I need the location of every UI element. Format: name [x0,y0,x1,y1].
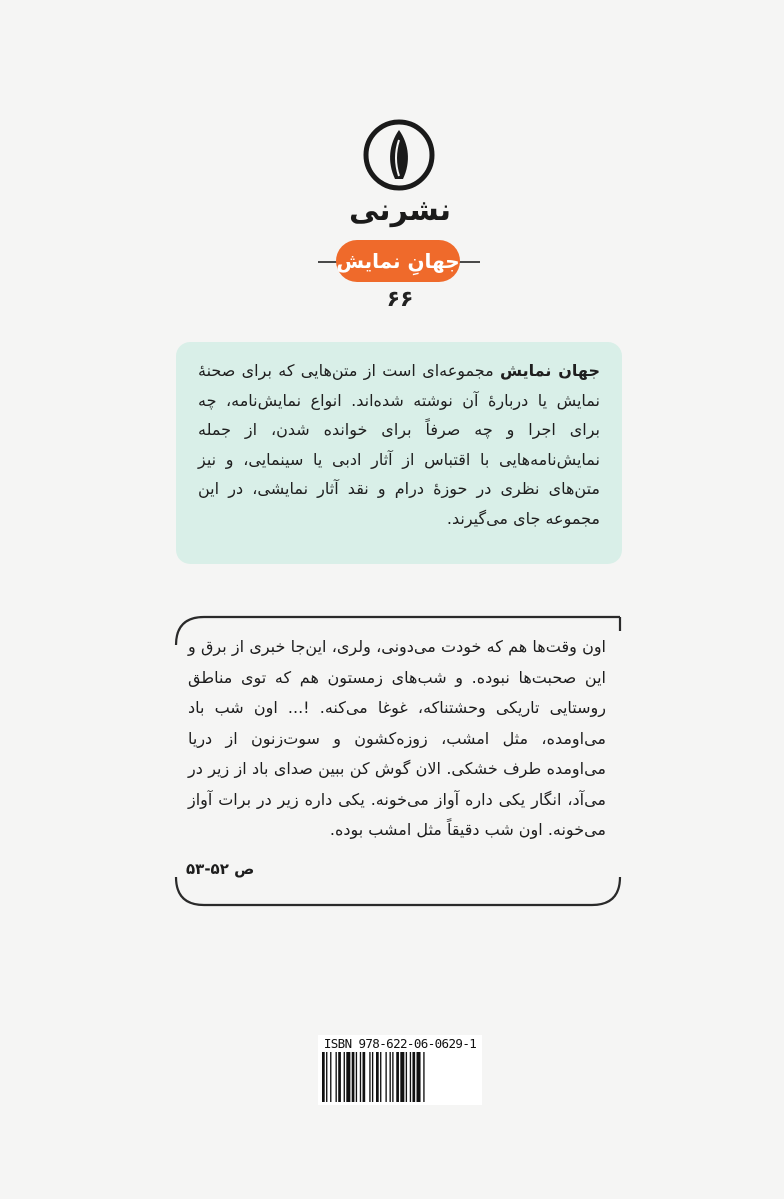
series-divider-right [458,261,480,263]
barcode-bar [380,1052,381,1102]
barcode-bar [390,1052,391,1102]
barcode-bar [338,1052,341,1102]
barcode-bar [376,1052,379,1102]
isbn-number: ISBN 978-622-06-0629-1 [323,1036,477,1051]
barcode-bar [344,1052,345,1102]
barcode-bar [423,1052,424,1102]
barcode-bar [360,1052,361,1102]
publisher-logo-icon [362,118,436,192]
barcode [320,1052,480,1102]
excerpt-quote: اون وقت‌ها هم که خودت می‌دونی، ولری، این‌جا خبری از برق و این صحبت‌ها نبوده. و شب‌های زمستون هم که توی مناطق روستایی تاریکی وحشتناکه، غوغا می‌کنه. !... اون شب باد می‌اومده، مثل امشب، زوزه‌کشون و سوت‌زنون از دریا می‌اومده طرف خشکی. الان گوش کن ببین صدای باد از زیر در می‌آد، انگار یکی داره آواز می‌خونه. یکی داره زیر در برات آواز می‌خونه. اون شب دقیقاً مثل امشب بوده. [188,637,606,839]
barcode-bar [363,1052,366,1102]
barcode-bar [410,1052,411,1102]
description-lead: جهان نمایش [500,361,600,380]
barcode-bar [330,1052,331,1102]
barcode-bar [326,1052,327,1102]
barcode-bar [336,1052,337,1102]
barcode-bar [346,1052,350,1102]
barcode-bar [356,1052,357,1102]
description-body: مجموعه‌ای است از متن‌هایی که برای صحنهٔ نمایش یا دربارهٔ آن نوشته شده‌اند. انواع نمایش‌نامه، چه برای اجرا و چه صرفاً برای خوانده شدن، از جمله نمایش‌نامه‌هایی با اقتباس از آثار ادبی یا سینمایی، و نیز متن‌های نظری در حوزهٔ درام و نقد آثار نمایشی، در این مجموعه جای می‌گیرند. [198,361,600,528]
series-badge: جهانِ نمایش [336,240,460,282]
barcode-bar [385,1052,386,1102]
series-description-panel [176,342,622,564]
barcode-bar [400,1052,404,1102]
publisher-name: نشرنی [348,193,452,228]
barcode-bar [412,1052,415,1102]
excerpt-page-reference: ص ۵۲-۵۳ [186,860,255,878]
barcode-bar [369,1052,370,1102]
series-number: ۶۶ [386,287,414,312]
barcode-bar [392,1052,393,1102]
barcode-bar [322,1052,325,1102]
barcode-bar [406,1052,407,1102]
barcode-bar [352,1052,355,1102]
barcode-bar [396,1052,399,1102]
barcode-bar [417,1052,421,1102]
barcode-bar [372,1052,373,1102]
